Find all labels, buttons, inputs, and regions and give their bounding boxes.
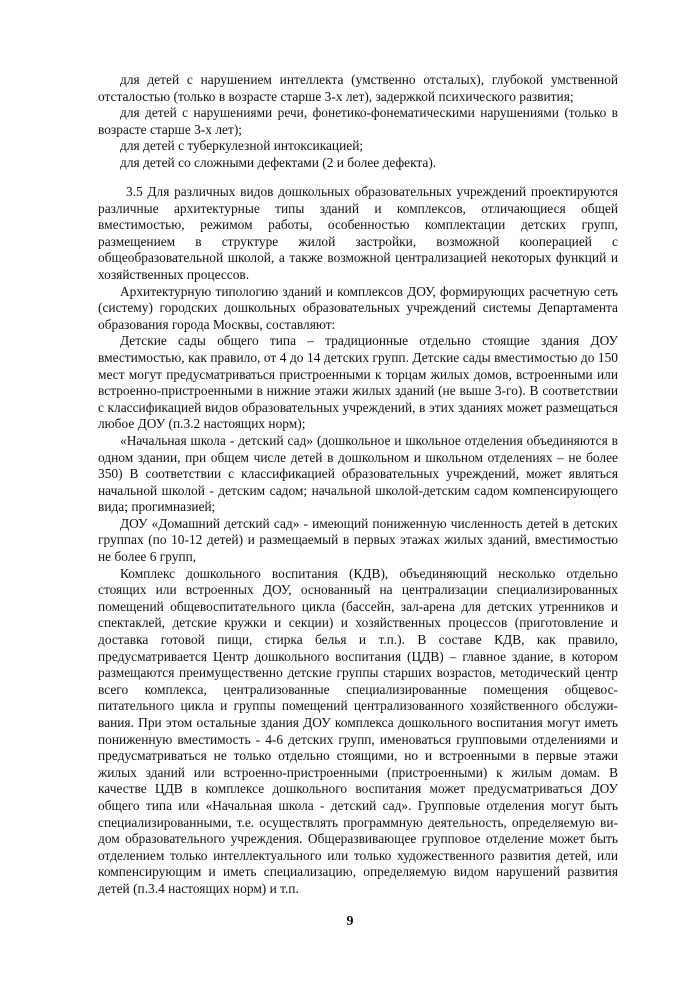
preschool-complex-paragraph: Комплекс дошкольного воспитания (КДВ), объединяющий несколько отдельно стоящих или встроенных ДОУ, основанный на централизации специализированных помещений общевоспитательного цикла (бассейн, зал-арена для детских утренников и спектаклей, детские кружки и секции) и хозяйственных процессов (приготовление и доставка готовой пищи, стирка белья и т.п.). В составе КДВ, как правило, предусматривается Центр дошкольного воспитания (ЦДВ) – главное здание, в котором размещаются преимущественно детские группы старших возрастов, методический центр всего комплекса, централизованные специализированные помещения общевос-питательного цикла и группы помещений централизованного хозяйственного обслужи-вания. При этом остальные здания ДОУ комплекса дошкольного воспитания могут иметь пониженную вместимость - 4-6 детских групп, именоваться групповыми отделениями и предусматриваться не только отдельно стоящими, но и встроенными в первые этажи жилых зданий или встроенно-пристроенными (пристроенными) к жилым домам. В качестве ЦДВ в комплексе дошкольного воспитания может предусматриваться ДОУ общего типа или «Начальная школа - детский сад». Групповые отделения могут быть специализированными, т.е. осуществлять программную деятельность, определяемую ви-дом образовательного учреждения. Общеразвивающее групповое отделение может быть отделением только интеллектуального или только художественного развития детей, или компенсирующим и иметь специализацию, определяемую видом нарушений развития детей (п.3.4 настоящих норм) и т.п. <box>98 565 618 896</box>
general-kindergarten-paragraph: Детские сады общего типа – традиционные отдельно стоящие здания ДОУ вместимостью, как правило, от 4 до 14 детских групп. Детские сады вместимостью до 150 мест могут предусматриваться пристроенными к торцам жилых домов, встроенными или встроенно-пристроенными в нижние этажи жилых зданий (не выше 3-го). В соответствии с классификацией видов образовательных учреждений, в этих зданиях может размещаться любое ДОУ (п.3.2 настоящих норм); <box>98 333 618 432</box>
list-item-tuberculosis: для детей с туберкулезной интоксикацией; <box>120 138 364 154</box>
disability-list <box>98 72 618 172</box>
section-intro-paragraph: 3.5 Для различных видов дошкольных образовательных учреждений проектируются различные архитектурные типы зданий и комплексов, отличающиеся общей вместимостью, режимом работы, особенностью комплектации детских групп, размещением в структуре жилой застройки, возможной кооперацией с общеобразовательной школой, а также возможной централизацией некоторых функций и хозяйственных процессов. <box>98 184 618 282</box>
list-item-intellect: для детей с нарушением интеллекта (умственно отсталых), глубокой умственной отсталостью (только в возрасте старше 3-х лет), задержкой психического развития; <box>98 72 618 104</box>
list-item-complex-defects: для детей со сложными дефектами (2 и более дефекта). <box>120 154 437 170</box>
primary-school-kindergarten-paragraph: «Начальная школа - детский сад» (дошкольное и школьное отделения объединяются в одном здании, при общем числе детей в дошкольном и школьном отделениях – не более 350) В соответствии с классификацией образовательных учреждений, может являться начальной школой - детским садом; начальной школой-детским садом компенсирующего вида; прогимназией; <box>98 432 618 515</box>
list-item-speech: для детей с нарушениями речи, фонетико-фонематическими нарушениями (только в возрасте старше 3-х лет); <box>98 105 618 137</box>
page-number: 9 <box>346 914 354 929</box>
home-kindergarten-paragraph: ДОУ «Домашний детский сад» - имеющий пониженную численность детей в детских группах (по 10-12 детей) и размещаемый в первых этажах жилых зданий, вместимостью не более 6 групп, <box>98 515 618 565</box>
typology-paragraph: Архитектурную типологию зданий и комплексов ДОУ, формирующих расчетную сеть (систему) городских дошкольных образовательных учреждений системы Департамента образования города Москвы, составляют: <box>98 283 618 332</box>
section-3-5 <box>98 184 618 898</box>
